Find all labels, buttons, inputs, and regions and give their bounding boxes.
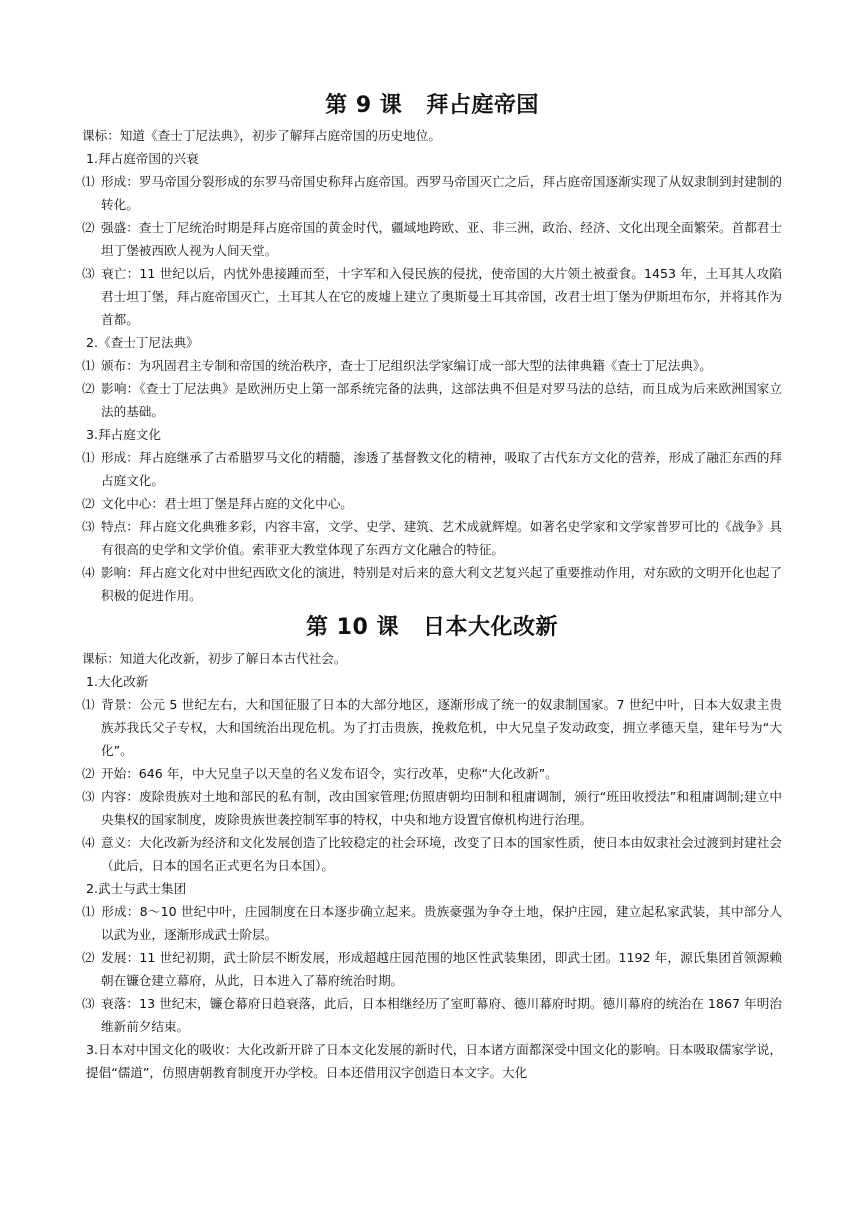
lesson-10-title (82, 609, 782, 647)
list-item: ⑴ 背景：公元 5 世纪左右，大和国征服了日本的大部分地区，逐渐形成了统一的奴隶制国家。7 世纪中叶，日本大奴隶主贵族苏我氏父子专权，大和国统治出现危机。为了打击贵族，挽救危机，中大兄皇子发动政变，拥立孝德天皇，建年号为“大化”。 (82, 697, 782, 758)
section-heading: 2.武士与武士集团 (86, 881, 187, 896)
list-item: ⑵ 文化中心：君士坦丁堡是拜占庭的文化中心。 (82, 496, 353, 511)
list-item: ⑴ 颁布：为巩固君主专制和帝国的统治秩序，查士丁尼组织法学家编订成一部大型的法律典籍《查士丁尼法典》。 (82, 358, 712, 373)
lesson-9-number: 第 9 课 (325, 93, 403, 118)
lesson-9-standard: 课标：知道《查士丁尼法典》，初步了解拜占庭帝国的历史地位。 (82, 128, 441, 143)
list-item: ⑵ 影响：《查士丁尼法典》是欧洲历史上第一部系统完备的法典，这部法典不但是对罗马法的总结，而且成为后来欧洲国家立法的基础。 (82, 381, 782, 419)
lesson-10-standard: 课标：知道大化改新，初步了解日本古代社会。 (82, 651, 347, 666)
section-heading: 1.拜占庭帝国的兴衰 (86, 151, 199, 166)
list-item: ⑵ 强盛：查士丁尼统治时期是拜占庭帝国的黄金时代，疆域地跨欧、亚、非三洲，政治、经济、文化出现全面繁荣。首都君士坦丁堡被西欧人视为人间天堂。 (82, 220, 782, 258)
list-item: ⑴ 形成：罗马帝国分裂形成的东罗马帝国史称拜占庭帝国。西罗马帝国灭亡之后，拜占庭帝国逐渐实现了从奴隶制到封建制的转化。 (82, 174, 782, 212)
list-item: ⑵ 开始：646 年，中大兄皇子以天皇的名义发布诏令，实行改革，史称“大化改新”。 (82, 766, 558, 781)
list-item: ⑴ 形成：拜占庭继承了古希腊罗马文化的精髓，渗透了基督教文化的精神，吸取了古代东方文化的营养，形成了融汇东西的拜占庭文化。 (82, 450, 782, 488)
list-item: ⑵ 发展：11 世纪初期，武士阶层不断发展，形成超越庄园范围的地区性武装集团，即武士团。1192 年，源氏集团首领源赖朝在镰仓建立幕府，从此，日本进入了幕府统治时期。 (82, 950, 782, 988)
list-item: ⑴ 形成：8～10 世纪中叶，庄园制度在日本逐步确立起来。贵族豪强为争夺土地，保护庄园，建立起私家武装，其中部分人以武为业，逐渐形成武士阶层。 (82, 904, 782, 942)
lesson-10-number: 第 10 课 (306, 615, 399, 640)
section-heading: 1.大化改新 (86, 674, 149, 689)
list-item: ⑶ 衰亡：11 世纪以后，内忧外患接踵而至，十字军和入侵民族的侵扰，使帝国的大片领土被蚕食。1453 年，土耳其人攻陷君士坦丁堡，拜占庭帝国灭亡，土耳其人在它的废墟上建立了奥斯曼土耳其帝国，改君士坦丁堡为伊斯坦布尔，并将其作为首都。 (82, 266, 782, 327)
list-item: ⑷ 影响：拜占庭文化对中世纪西欧文化的演进，特别是对后来的意大利文艺复兴起了重要推动作用，对东欧的文明开化也起了积极的促进作用。 (82, 565, 782, 603)
list-item: ⑶ 衰落：13 世纪末，镰仓幕府日趋衰落，此后，日本相继经历了室町幕府、德川幕府时期。德川幕府的统治在 1867 年明治维新前夕结束。 (82, 996, 782, 1034)
lesson-9-title (82, 88, 782, 124)
list-item: ⑷ 意义：大化改新为经济和文化发展创造了比较稳定的社会环境，改变了日本的国家性质，使日本由奴隶社会过渡到封建社会（此后，日本的国名正式更名为日本国）。 (82, 835, 782, 873)
lesson-10-name: 日本大化改新 (422, 615, 558, 640)
section-3-paragraph: 3.日本对中国文化的吸收：大化改新开辟了日本文化发展的新时代，日本诸方面都深受中国文化的影响。日本吸取儒家学说，提倡“儒道”，仿照唐朝教育制度开办学校。日本还借用汉字创造日本文字。大化 (86, 1042, 782, 1080)
section-heading: 2.《查士丁尼法典》 (86, 335, 199, 350)
list-item: ⑶ 特点：拜占庭文化典雅多彩，内容丰富，文学、史学、建筑、艺术成就辉煌。如著名史学家和文学家普罗可比的《战争》具有很高的史学和文学价值。索菲亚大教堂体现了东西方文化融合的特征。 (82, 519, 782, 557)
lesson-9-name: 拜占庭帝国 (426, 93, 539, 118)
list-item: ⑶ 内容：废除贵族对土地和部民的私有制，改由国家管理;仿照唐朝均田制和租庸调制，颁行“班田收授法”和租庸调制;建立中央集权的国家制度，废除贵族世袭控制军事的特权，中央和地方设置官僚机构进行治理。 (82, 789, 782, 827)
section-heading: 3.拜占庭文化 (86, 427, 161, 442)
document-page (82, 88, 782, 1084)
